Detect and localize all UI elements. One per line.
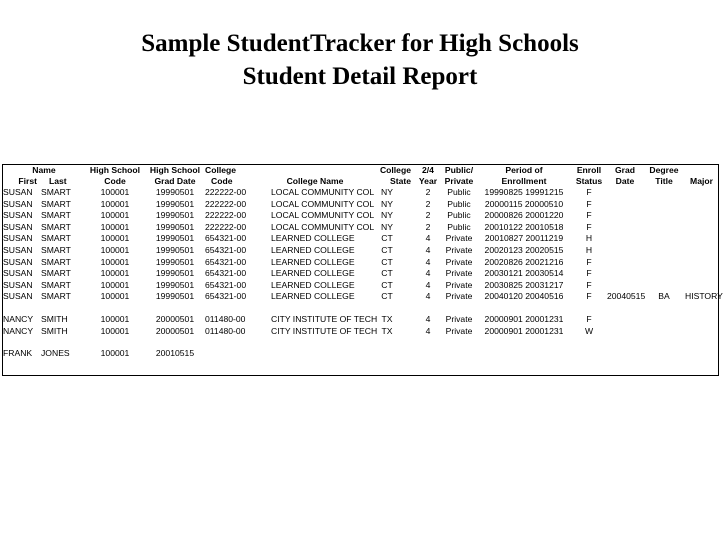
enrollment-period-cell <box>477 326 571 338</box>
enrollment-end: 20031217 <box>525 279 564 290</box>
hs-grad-date-cell: 19990501 <box>155 233 195 244</box>
year-cell: 2 <box>425 221 431 232</box>
enrollment-end: 20001220 <box>525 210 564 221</box>
hs-grad-date-cell: 19990501 <box>155 187 195 197</box>
last-name-header: Last <box>49 176 67 186</box>
enroll-status-cell <box>571 348 607 360</box>
college-name-cell: LEARNED COLLEGE <box>271 279 355 290</box>
row-spacer <box>3 337 718 348</box>
degree-title-cell <box>643 187 685 199</box>
degree-title-cell <box>643 210 685 222</box>
public-private-cell: Private <box>445 233 473 244</box>
college-code-cell: 222222-00 <box>205 221 247 232</box>
college-state-cell <box>359 348 415 360</box>
hs-code-cell: 100001 <box>100 348 130 359</box>
public-private-cell: Private <box>445 268 473 279</box>
hs-grad-date-cell: 19990501 <box>155 291 195 302</box>
major-cell <box>685 348 718 360</box>
hs-grad-header: Grad Date <box>154 176 196 186</box>
hs-grad-date-cell: 20010515 <box>155 348 195 359</box>
last-name-cell: SMART <box>41 244 71 255</box>
hs-grad-date-cell: 19990501 <box>155 268 195 279</box>
year-cell: 4 <box>425 256 431 267</box>
college-state-cell: CT <box>381 291 393 302</box>
college-name-cell: CITY INSTITUTE OF TECH <box>271 325 378 336</box>
last-name-cell: SMITH <box>41 325 68 336</box>
enrollment-period-cell <box>477 314 571 326</box>
enroll-status-header-top: Enroll <box>576 165 602 175</box>
public-private-cell <box>441 348 477 360</box>
first-name-cell: SUSAN <box>3 244 33 255</box>
last-name-cell: SMART <box>41 256 71 267</box>
college-code-cell: 011480-00 <box>205 313 246 324</box>
student-detail-table <box>3 165 723 360</box>
grad-date-cell <box>607 222 643 234</box>
grad-date-cell <box>607 314 643 326</box>
college-code-header: Code <box>211 176 233 186</box>
last-name-cell: SMART <box>41 198 71 209</box>
hs-grad-date-cell: 19990501 <box>155 221 195 232</box>
degree-title-cell <box>643 245 685 257</box>
last-name-cell: SMITH <box>41 313 68 324</box>
public-private-cell: Public <box>447 210 471 221</box>
enroll-status-cell: W <box>584 325 594 336</box>
last-name-cell: SMART <box>41 233 71 244</box>
college-state-cell: NY <box>381 210 393 221</box>
grad-date-cell <box>607 280 643 292</box>
hs-code-cell: 100001 <box>100 187 130 197</box>
degree-title-cell <box>643 233 685 245</box>
college-state-cell: CT <box>381 244 393 255</box>
enrollment-begin: 20000826 <box>484 210 523 221</box>
degree-title-cell <box>643 268 685 280</box>
last-name-cell: SMART <box>41 221 71 232</box>
year-header: Year <box>418 176 438 186</box>
college-state-header: State <box>389 176 411 186</box>
first-name-cell: SUSAN <box>3 187 33 197</box>
grad-date-cell <box>607 326 643 338</box>
enroll-status-cell: F <box>586 221 592 232</box>
enrollment-begin: 20010122 <box>484 221 523 232</box>
public-private-cell: Private <box>445 291 473 302</box>
degree-title-cell <box>643 348 685 360</box>
college-code-cell: 654321-00 <box>205 244 247 255</box>
table-row <box>3 210 718 222</box>
college-name-cell: LOCAL COMMUNITY COL <box>271 221 375 232</box>
enroll-status-cell: F <box>586 279 592 290</box>
hs-code-header: Code <box>104 176 126 186</box>
public-private-cell: Public <box>447 187 471 197</box>
year-cell: 2 <box>425 187 431 197</box>
college-name-cell: LOCAL COMMUNITY COL <box>271 198 375 209</box>
last-name-cell: SMART <box>41 279 71 290</box>
college-name-cell: LEARNED COLLEGE <box>271 233 355 244</box>
enroll-status-cell: H <box>585 244 593 255</box>
hs-code-header-top: High School <box>89 165 141 175</box>
table-row <box>3 326 718 338</box>
enrollment-end: 20001231 <box>525 313 564 324</box>
enrollment-begin: 19990825 <box>484 187 523 197</box>
year-cell: 4 <box>425 268 431 279</box>
college-state-cell: CT <box>381 279 393 290</box>
college-state-cell: CT <box>381 233 393 244</box>
major-cell <box>685 210 718 222</box>
college-state-cell: TX <box>381 325 393 336</box>
major-cell <box>685 257 718 269</box>
enrollment-period-cell <box>477 291 571 303</box>
college-code-cell: 011480-00 <box>205 325 246 336</box>
enrollment-begin: 20030121 <box>484 268 523 279</box>
period-header: Enrollment <box>501 176 547 186</box>
hs-grad-date-cell: 20000501 <box>155 313 195 324</box>
hs-grad-date-cell: 20000501 <box>155 325 195 336</box>
public-private-header: Private <box>444 176 474 186</box>
table-row <box>3 187 718 199</box>
degree-title-cell <box>643 314 685 326</box>
major-cell <box>685 222 718 234</box>
degree-title-cell <box>643 199 685 211</box>
enrollment-end: 20021216 <box>525 256 564 267</box>
college-state-cell: CT <box>381 268 393 279</box>
student-detail-table-frame <box>2 164 723 376</box>
year-cell: 4 <box>425 244 431 255</box>
first-name-cell: SUSAN <box>3 291 33 302</box>
college-state-cell: TX <box>381 313 393 324</box>
spacer-cell <box>3 337 718 348</box>
enrollment-begin: 20040120 <box>484 291 523 302</box>
enrollment-period-cell <box>477 222 571 234</box>
enroll-status-cell: F <box>586 210 592 221</box>
report-title: Sample StudentTracker for High Schools <box>141 30 579 57</box>
enrollment-end: 20011219 <box>525 233 564 244</box>
major-cell <box>685 233 718 245</box>
major-cell: HISTORY <box>685 291 723 302</box>
college-state-header-top: College <box>379 165 411 175</box>
college-code-cell: 654321-00 <box>205 233 247 244</box>
table-row <box>3 245 718 257</box>
enrollment-end: 20040516 <box>525 291 564 302</box>
college-name-cell: CITY INSTITUTE OF TECH <box>271 313 378 324</box>
year-cell: 2 <box>425 198 431 209</box>
public-private-cell: Private <box>445 279 473 290</box>
year-cell: 4 <box>425 313 431 324</box>
hs-code-cell: 100001 <box>100 279 130 290</box>
college-code-cell: 222222-00 <box>205 187 247 197</box>
public-private-cell: Private <box>445 325 473 336</box>
college-code-cell: 222222-00 <box>205 198 247 209</box>
hs-code-cell: 100001 <box>100 291 130 302</box>
hs-code-cell: 100001 <box>100 313 130 324</box>
table-row <box>3 348 718 360</box>
grad-date-cell <box>607 257 643 269</box>
enrollment-begin: 20020123 <box>484 244 523 255</box>
last-name-cell: JONES <box>41 348 70 359</box>
first-name-cell: SUSAN <box>3 256 33 267</box>
hs-grad-date-cell: 19990501 <box>155 210 195 221</box>
enroll-status-cell: F <box>586 256 592 267</box>
first-name-cell: NANCY <box>3 325 34 336</box>
table-row <box>3 233 718 245</box>
public-private-cell: Private <box>445 256 473 267</box>
public-private-header-top: Public/ <box>444 165 474 175</box>
enroll-status-cell: H <box>585 233 593 244</box>
college-code-cell: 654321-00 <box>205 279 247 290</box>
hs-grad-header-top: High School <box>149 165 201 175</box>
first-name-cell: SUSAN <box>3 221 33 232</box>
enrollment-begin: 20000901 <box>484 325 523 336</box>
major-cell <box>685 245 718 257</box>
first-name-cell: SUSAN <box>3 210 33 221</box>
major-cell <box>685 314 718 326</box>
enrollment-period-cell <box>477 199 571 211</box>
first-name-cell: SUSAN <box>3 279 33 290</box>
public-private-cell: Private <box>445 313 473 324</box>
grad-date-header: Date <box>615 176 635 186</box>
college-name-header-top <box>271 165 359 176</box>
enrollment-begin: 20020826 <box>484 256 523 267</box>
hs-code-cell: 100001 <box>100 233 130 244</box>
major-cell <box>685 268 718 280</box>
enrollment-end: 20001231 <box>525 325 564 336</box>
enroll-status-header: Status <box>575 176 603 186</box>
degree-title-header: Title <box>655 176 673 186</box>
enroll-status-cell: F <box>586 187 592 197</box>
enroll-status-cell: F <box>586 313 592 324</box>
public-private-cell: Public <box>447 198 471 209</box>
first-name-cell: FRANK <box>3 348 33 359</box>
college-code-cell: 654321-00 <box>205 291 247 302</box>
enrollment-end: 20000510 <box>524 198 564 209</box>
major-cell <box>685 326 718 338</box>
table-row <box>3 291 718 303</box>
degree-title-cell <box>643 222 685 234</box>
table-row <box>3 257 718 269</box>
major-header-top <box>685 165 718 176</box>
college-state-cell: NY <box>381 187 393 197</box>
enroll-status-cell: F <box>586 268 592 279</box>
college-state-cell: CT <box>381 256 393 267</box>
header-row-2 <box>3 176 718 187</box>
table-body <box>3 187 723 360</box>
first-name-cell: SUSAN <box>3 233 33 244</box>
year-cell <box>415 348 441 360</box>
last-name-cell: SMART <box>41 187 71 197</box>
enrollment-begin: 20000115 <box>484 198 523 209</box>
year-header-top: 2/4 <box>422 165 434 175</box>
degree-title-cell <box>643 257 685 269</box>
table-row <box>3 222 718 234</box>
first-name-cell: SUSAN <box>3 198 33 209</box>
enrollment-period-cell <box>477 280 571 292</box>
major-cell <box>685 199 718 211</box>
enrollment-end: 20020515 <box>525 244 564 255</box>
enrollment-period-cell <box>477 268 571 280</box>
college-code-header-top: College <box>205 165 237 175</box>
enrollment-end: 20010518 <box>525 221 564 232</box>
last-name-cell: SMART <box>41 291 71 302</box>
table-row <box>3 314 718 326</box>
hs-grad-date-cell: 19990501 <box>155 244 195 255</box>
header-row-1 <box>3 165 718 176</box>
hs-grad-date-cell: 19990501 <box>155 279 195 290</box>
grad-date-cell: 20040515 <box>607 291 646 302</box>
hs-code-cell: 100001 <box>100 210 130 221</box>
grad-date-cell <box>607 233 643 245</box>
hs-grad-date-cell: 19990501 <box>155 198 195 209</box>
hs-code-cell: 100001 <box>100 198 130 209</box>
name-group-header: Name <box>32 165 56 175</box>
grad-date-cell <box>607 348 643 360</box>
hs-code-cell: 100001 <box>100 256 130 267</box>
college-state-cell: NY <box>381 198 393 209</box>
major-cell <box>685 187 718 199</box>
enrollment-end: 19991215 <box>525 187 564 197</box>
hs-grad-date-cell: 19990501 <box>155 256 195 267</box>
college-code-cell: 222222-00 <box>205 210 247 221</box>
enrollment-begin: 20000901 <box>484 313 523 324</box>
table-row <box>3 199 718 211</box>
grad-date-header-top: Grad <box>614 165 636 175</box>
degree-title-header-top: Degree <box>649 165 679 175</box>
grad-date-cell <box>607 268 643 280</box>
hs-code-cell: 100001 <box>100 244 130 255</box>
enrollment-begin: 20010827 <box>484 233 524 244</box>
degree-title-cell <box>643 280 685 292</box>
enrollment-end: 20030514 <box>525 268 564 279</box>
last-name-cell: SMART <box>41 210 71 221</box>
last-name-cell: SMART <box>41 268 71 279</box>
grad-date-cell <box>607 199 643 211</box>
college-name-cell: LEARNED COLLEGE <box>271 256 355 267</box>
spacer-cell <box>3 303 718 314</box>
grad-date-cell <box>607 210 643 222</box>
first-name-cell: NANCY <box>3 313 34 324</box>
enrollment-period-cell <box>477 233 571 245</box>
public-private-cell: Public <box>447 221 471 232</box>
table-row <box>3 280 718 292</box>
first-name-header: First <box>18 176 37 186</box>
college-name-cell: LEARNED COLLEGE <box>271 291 355 302</box>
year-cell: 4 <box>425 325 431 336</box>
degree-title-cell: BA <box>658 291 670 302</box>
enrollment-period-cell <box>477 348 571 360</box>
enrollment-period-cell <box>477 187 571 199</box>
enroll-status-cell: F <box>586 291 592 302</box>
table-row <box>3 268 718 280</box>
enrollment-period-cell <box>477 257 571 269</box>
year-cell: 4 <box>425 233 431 244</box>
enrollment-period-cell <box>477 210 571 222</box>
year-cell: 2 <box>425 210 431 221</box>
college-name-cell: LEARNED COLLEGE <box>271 244 355 255</box>
major-cell <box>685 280 718 292</box>
college-state-cell: NY <box>381 221 393 232</box>
grad-date-cell <box>607 187 643 199</box>
first-name-cell: SUSAN <box>3 268 33 279</box>
row-spacer <box>3 303 718 314</box>
grad-date-cell <box>607 245 643 257</box>
period-header-top: Period of <box>505 165 543 175</box>
hs-code-cell: 100001 <box>100 221 130 232</box>
public-private-cell: Private <box>445 244 473 255</box>
college-code-cell <box>205 348 271 360</box>
year-cell: 4 <box>425 291 431 302</box>
enrollment-begin: 20030825 <box>484 279 523 290</box>
major-header: Major <box>690 176 713 186</box>
degree-title-cell <box>643 326 685 338</box>
year-cell: 4 <box>425 279 431 290</box>
hs-code-cell: 100001 <box>100 325 130 336</box>
enrollment-period-cell <box>477 245 571 257</box>
college-name-cell: LOCAL COMMUNITY COL <box>271 210 375 221</box>
hs-code-cell: 100001 <box>100 268 130 279</box>
college-code-cell: 654321-00 <box>205 268 247 279</box>
college-name-cell <box>271 348 359 360</box>
college-name-cell: LOCAL COMMUNITY COL <box>271 187 375 197</box>
college-name-header: College Name <box>286 176 344 186</box>
report-subtitle: Student Detail Report <box>242 63 478 90</box>
college-name-cell: LEARNED COLLEGE <box>271 268 355 279</box>
enroll-status-cell: F <box>586 198 592 209</box>
college-code-cell: 654321-00 <box>205 256 247 267</box>
